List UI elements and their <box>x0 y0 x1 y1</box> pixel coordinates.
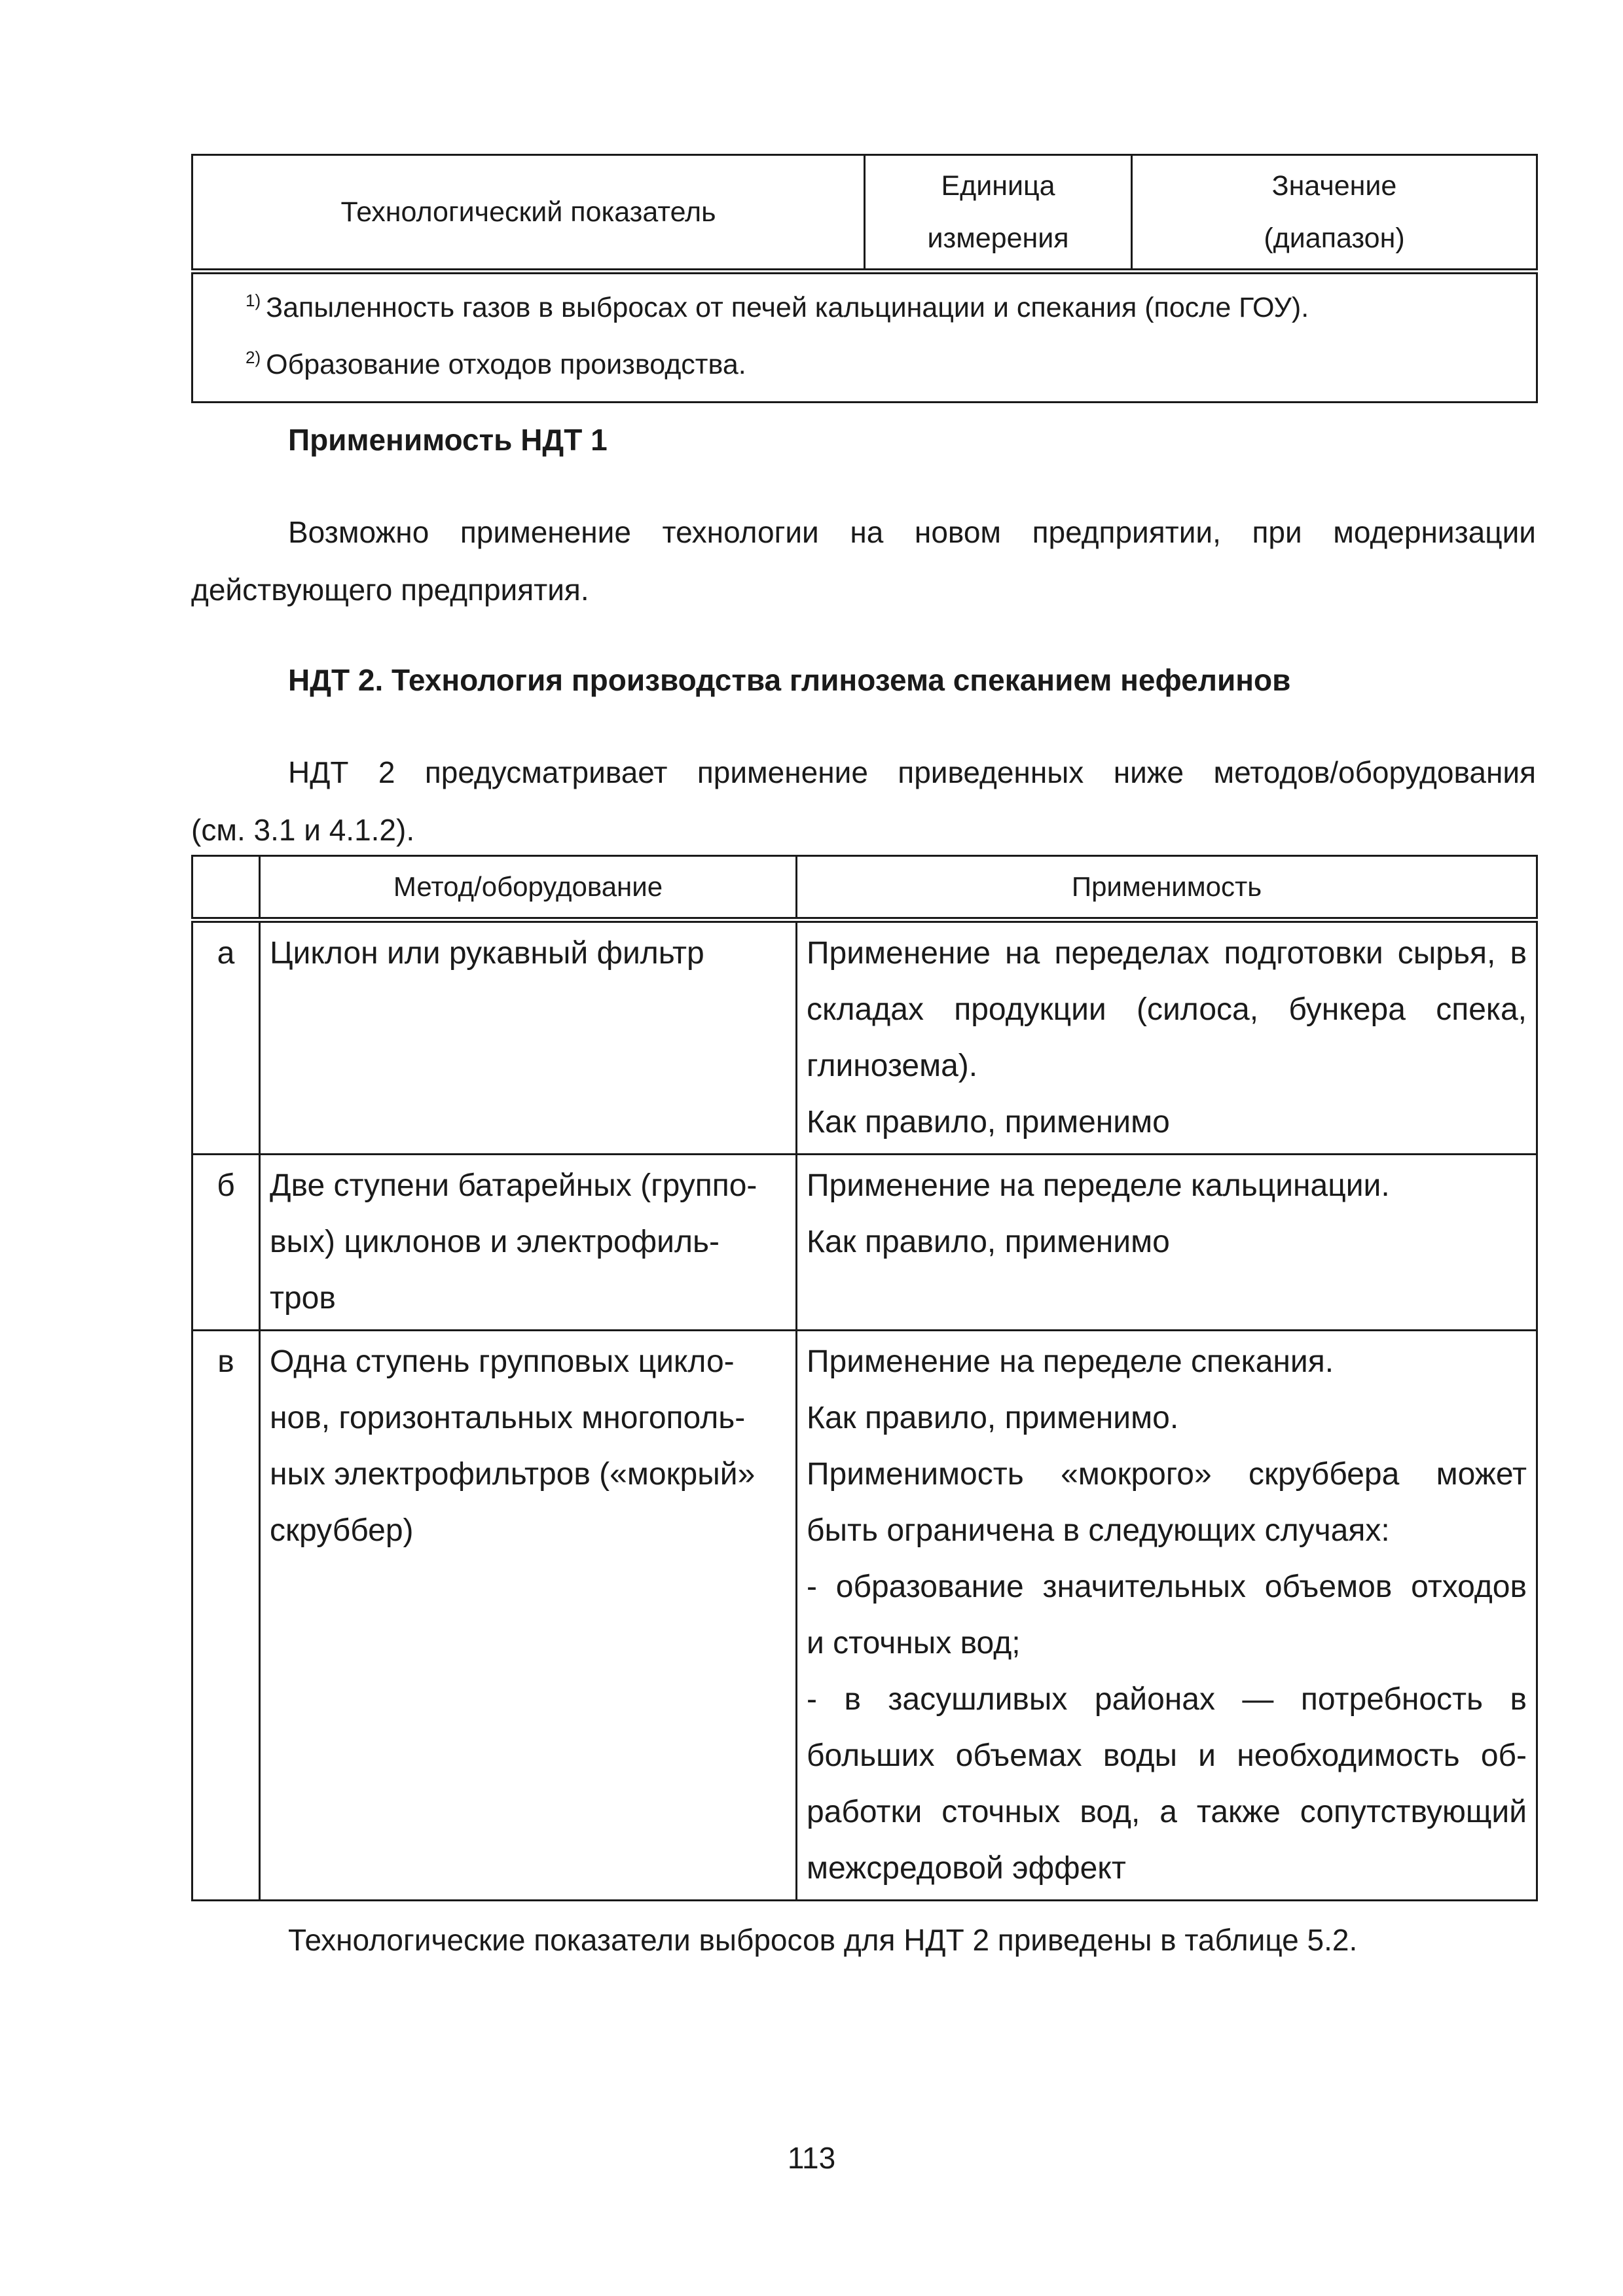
applicability-line: работки сточных вод, а также сопутствующий <box>807 1795 1527 1829</box>
footnote-1 <box>246 281 1536 338</box>
table-header-row <box>192 155 1537 272</box>
header-applicability: Применимость <box>797 856 1537 920</box>
section-heading-ndt2: НДТ 2. Технология производства глинозема спеканием нефелинов <box>288 663 1291 697</box>
method-line: Две ступени батарейных (группо- <box>270 1168 757 1203</box>
page-number: 113 <box>787 2141 836 2175</box>
header-letter <box>192 856 260 920</box>
applicability-line: - образование значительных объемов отходов <box>807 1570 1527 1604</box>
header-value-line2: (диапазон) <box>1264 223 1405 254</box>
applicability-line: Как правило, применимо <box>807 1105 1170 1139</box>
method-line: вых) циклонов и электрофиль- <box>270 1225 720 1259</box>
row-applicability <box>797 1331 1537 1901</box>
footnote-2-text: Образование отходов производства. <box>266 349 746 380</box>
applicability-line: глинозема). <box>807 1049 978 1083</box>
applicability-line: Как правило, применимо <box>807 1225 1170 1259</box>
table-row <box>192 1155 1537 1331</box>
applicability-line: Как правило, применимо. <box>807 1401 1179 1435</box>
header-unit-line1: Единица <box>941 170 1055 202</box>
section-heading-applicability: Применимость НДТ 1 <box>288 423 608 457</box>
row-method <box>260 1331 797 1901</box>
header-unit-line2: измерения <box>927 223 1069 254</box>
header-indicator: Технологический показатель <box>192 155 865 272</box>
footnote-1-mark: 1) <box>246 291 261 310</box>
applicability-line: и сточных вод; <box>807 1626 1021 1660</box>
row-letter: а <box>192 920 260 1155</box>
method-line: нов, горизонтальных многополь- <box>270 1401 746 1435</box>
paragraph-line: Возможно применение технологии на новом предприятии, при модернизации <box>288 515 1536 549</box>
header-method: Метод/оборудование <box>260 856 797 920</box>
applicability-line: Применение на переделе спекания. <box>807 1344 1334 1379</box>
row-method <box>260 920 797 1155</box>
paragraph-line: (см. 3.1 и 4.1.2). <box>191 813 415 847</box>
row-applicability <box>797 1155 1537 1331</box>
indicators-table <box>191 154 1538 403</box>
method-line: тров <box>270 1281 336 1316</box>
paragraph-applicability <box>191 503 1536 619</box>
row-letter: б <box>192 1155 260 1331</box>
table-row <box>192 920 1537 1155</box>
header-value-line1: Значение <box>1271 170 1397 202</box>
applicability-line: межсредовой эффект <box>807 1851 1126 1886</box>
methods-table <box>191 855 1538 1901</box>
method-line: Одна ступень групповых цикло- <box>270 1344 735 1379</box>
applicability-line: быть ограничена в следующих случаях: <box>807 1513 1390 1548</box>
applicability-line: больших объемах воды и необходимость об- <box>807 1738 1527 1773</box>
applicability-line: Применение на переделах подготовки сырья, в <box>807 936 1527 971</box>
row-applicability <box>797 920 1537 1155</box>
row-letter: в <box>192 1331 260 1901</box>
footnote-2-mark: 2) <box>246 348 261 367</box>
applicability-line: складах продукции (силоса, бункера спека, <box>807 992 1527 1027</box>
applicability-line: - в засушливых районах — потребность в <box>807 1682 1527 1717</box>
applicability-line: Применимость «мокрого» скруббера может <box>807 1457 1527 1492</box>
footnote-2 <box>246 338 1536 395</box>
paragraph-ndt2 <box>191 744 1536 859</box>
table-notes-row <box>192 272 1537 403</box>
footnote-1-text: Запыленность газов в выбросах от печей кальцинации и спекания (после ГОУ). <box>266 292 1309 323</box>
method-line: Циклон или рукавный фильтр <box>270 936 704 971</box>
closing-paragraph: Технологические показатели выбросов для НДТ 2 приведены в таблице 5.2. <box>288 1923 1358 1957</box>
header-unit <box>865 155 1132 272</box>
table-notes <box>192 272 1537 403</box>
paragraph-line: НДТ 2 предусматривает применение приведенных ниже методов/оборудования <box>288 755 1536 789</box>
table-row <box>192 1331 1537 1901</box>
table-header-row <box>192 856 1537 920</box>
applicability-line: Применение на переделе кальцинации. <box>807 1168 1390 1203</box>
header-value <box>1132 155 1537 272</box>
method-line: ных электрофильтров («мокрый» <box>270 1457 756 1492</box>
method-line: скруббер) <box>270 1513 414 1548</box>
row-method <box>260 1155 797 1331</box>
paragraph-line: действующего предприятия. <box>191 573 589 607</box>
